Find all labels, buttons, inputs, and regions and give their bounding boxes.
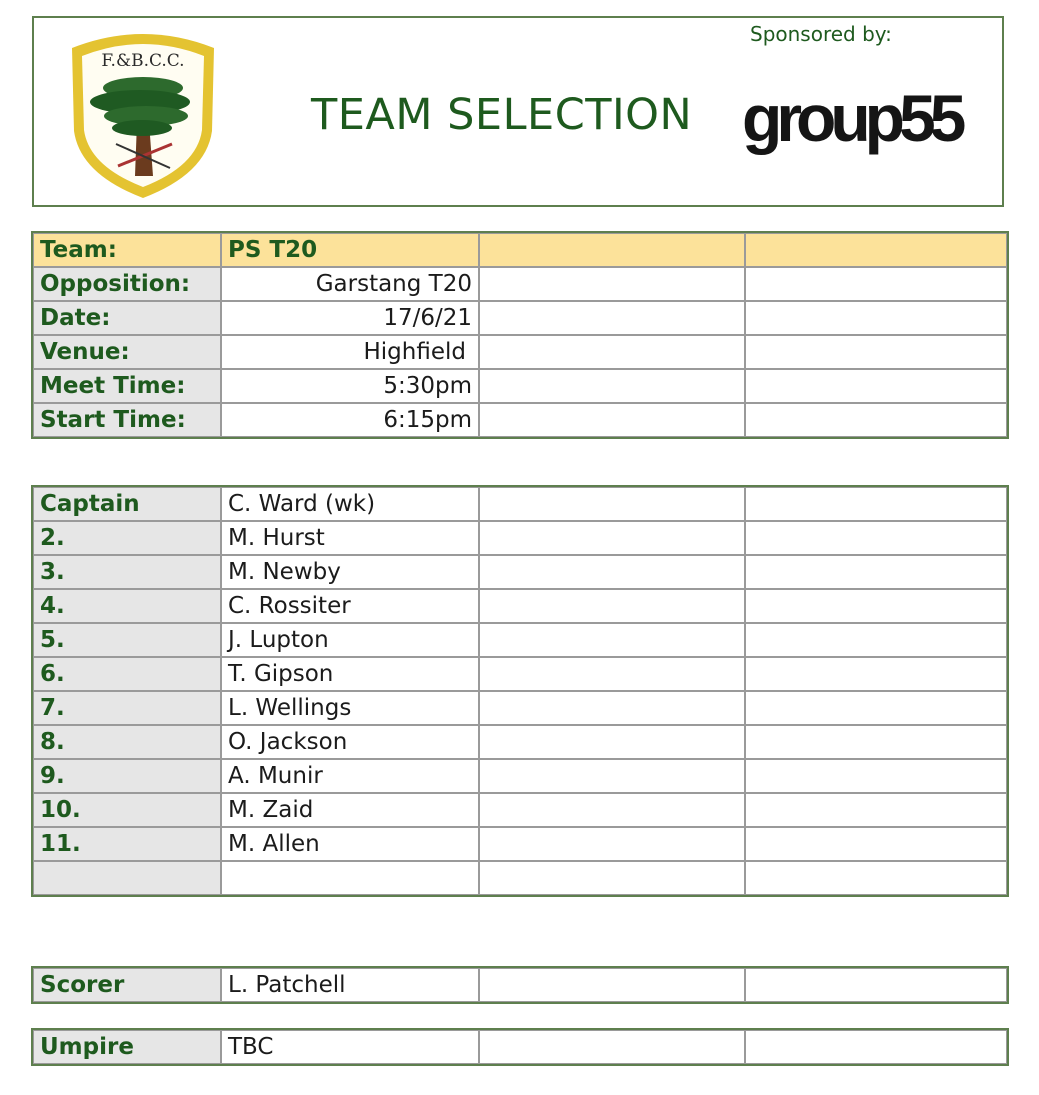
player-position bbox=[33, 861, 221, 895]
player-name: C. Rossiter bbox=[221, 589, 479, 623]
empty-cell bbox=[745, 861, 1007, 895]
empty-cell bbox=[745, 725, 1007, 759]
empty-cell bbox=[479, 827, 745, 861]
player-position: 5. bbox=[33, 623, 221, 657]
player-position: Captain bbox=[33, 487, 221, 521]
empty-cell bbox=[745, 589, 1007, 623]
opposition-label: Opposition: bbox=[33, 267, 221, 301]
player-position: 10. bbox=[33, 793, 221, 827]
table-row bbox=[33, 233, 1007, 267]
empty-cell bbox=[745, 555, 1007, 589]
empty-cell bbox=[479, 623, 745, 657]
empty-cell bbox=[479, 725, 745, 759]
empty-cell bbox=[745, 335, 1007, 369]
empty-cell bbox=[479, 691, 745, 725]
sheet-header bbox=[32, 16, 1004, 207]
empty-cell bbox=[745, 657, 1007, 691]
table-row bbox=[33, 1030, 1007, 1064]
table-row bbox=[33, 691, 1007, 725]
start-time-value: 6:15pm bbox=[221, 403, 479, 437]
player-position: 4. bbox=[33, 589, 221, 623]
meet-time-value: 5:30pm bbox=[221, 369, 479, 403]
sponsored-label: Sponsored by: bbox=[750, 22, 892, 46]
empty-cell bbox=[745, 487, 1007, 521]
umpire-label: Umpire bbox=[33, 1030, 221, 1064]
crest-text: F.&B.C.C. bbox=[101, 51, 185, 71]
empty-cell bbox=[479, 521, 745, 555]
empty-cell bbox=[479, 301, 745, 335]
empty-cell bbox=[745, 403, 1007, 437]
table-row bbox=[33, 301, 1007, 335]
table-row bbox=[33, 623, 1007, 657]
empty-cell bbox=[745, 1030, 1007, 1064]
empty-cell bbox=[479, 233, 745, 267]
table-row bbox=[33, 335, 1007, 369]
table-row bbox=[33, 793, 1007, 827]
player-name: L. Wellings bbox=[221, 691, 479, 725]
player-name: M. Newby bbox=[221, 555, 479, 589]
empty-cell bbox=[745, 793, 1007, 827]
venue-label: Venue: bbox=[33, 335, 221, 369]
team-value: PS T20 bbox=[221, 233, 479, 267]
table-row bbox=[33, 657, 1007, 691]
umpire-name: TBC bbox=[221, 1030, 479, 1064]
table-row bbox=[33, 267, 1007, 301]
empty-cell bbox=[745, 301, 1007, 335]
table-row bbox=[33, 759, 1007, 793]
venue-value: Highfield bbox=[221, 335, 479, 369]
empty-cell bbox=[479, 403, 745, 437]
match-details-table bbox=[32, 232, 1008, 438]
player-position: 2. bbox=[33, 521, 221, 555]
player-name: M. Allen bbox=[221, 827, 479, 861]
player-name: M. Zaid bbox=[221, 793, 479, 827]
player-name: T. Gipson bbox=[221, 657, 479, 691]
table-row bbox=[33, 555, 1007, 589]
table-row bbox=[33, 403, 1007, 437]
table-row bbox=[33, 968, 1007, 1002]
empty-cell bbox=[745, 968, 1007, 1002]
date-value: 17/6/21 bbox=[221, 301, 479, 335]
player-position: 6. bbox=[33, 657, 221, 691]
empty-cell bbox=[745, 691, 1007, 725]
empty-cell bbox=[479, 589, 745, 623]
player-name: J. Lupton bbox=[221, 623, 479, 657]
empty-cell bbox=[479, 555, 745, 589]
team-list-table bbox=[32, 486, 1008, 896]
player-position: 8. bbox=[33, 725, 221, 759]
empty-cell bbox=[479, 793, 745, 827]
team-label: Team: bbox=[33, 233, 221, 267]
date-label: Date: bbox=[33, 301, 221, 335]
empty-cell bbox=[479, 335, 745, 369]
opposition-value: Garstang T20 bbox=[221, 267, 479, 301]
table-row bbox=[33, 369, 1007, 403]
empty-cell bbox=[745, 233, 1007, 267]
sponsor-logo: group55 bbox=[742, 81, 961, 155]
empty-cell bbox=[745, 521, 1007, 555]
scorer-name: L. Patchell bbox=[221, 968, 479, 1002]
table-row bbox=[33, 521, 1007, 555]
empty-cell bbox=[745, 827, 1007, 861]
empty-cell bbox=[479, 968, 745, 1002]
empty-cell bbox=[745, 623, 1007, 657]
empty-cell bbox=[479, 1030, 745, 1064]
meet-time-label: Meet Time: bbox=[33, 369, 221, 403]
empty-cell bbox=[745, 759, 1007, 793]
table-row bbox=[33, 487, 1007, 521]
table-row bbox=[33, 861, 1007, 895]
table-row bbox=[33, 725, 1007, 759]
player-name: A. Munir bbox=[221, 759, 479, 793]
player-name: C. Ward (wk) bbox=[221, 487, 479, 521]
empty-cell bbox=[479, 657, 745, 691]
umpire-table bbox=[32, 1029, 1008, 1065]
player-position: 11. bbox=[33, 827, 221, 861]
empty-cell bbox=[479, 759, 745, 793]
empty-cell bbox=[745, 369, 1007, 403]
player-name bbox=[221, 861, 479, 895]
table-row bbox=[33, 827, 1007, 861]
page-title: TEAM SELECTION bbox=[311, 90, 693, 140]
scorer-table bbox=[32, 967, 1008, 1003]
player-name: M. Hurst bbox=[221, 521, 479, 555]
player-position: 3. bbox=[33, 555, 221, 589]
empty-cell bbox=[479, 861, 745, 895]
player-name: O. Jackson bbox=[221, 725, 479, 759]
start-time-label: Start Time: bbox=[33, 403, 221, 437]
club-crest-icon bbox=[60, 26, 226, 202]
empty-cell bbox=[479, 369, 745, 403]
table-row bbox=[33, 589, 1007, 623]
empty-cell bbox=[479, 487, 745, 521]
empty-cell bbox=[479, 267, 745, 301]
player-position: 9. bbox=[33, 759, 221, 793]
scorer-label: Scorer bbox=[33, 968, 221, 1002]
empty-cell bbox=[745, 267, 1007, 301]
player-position: 7. bbox=[33, 691, 221, 725]
